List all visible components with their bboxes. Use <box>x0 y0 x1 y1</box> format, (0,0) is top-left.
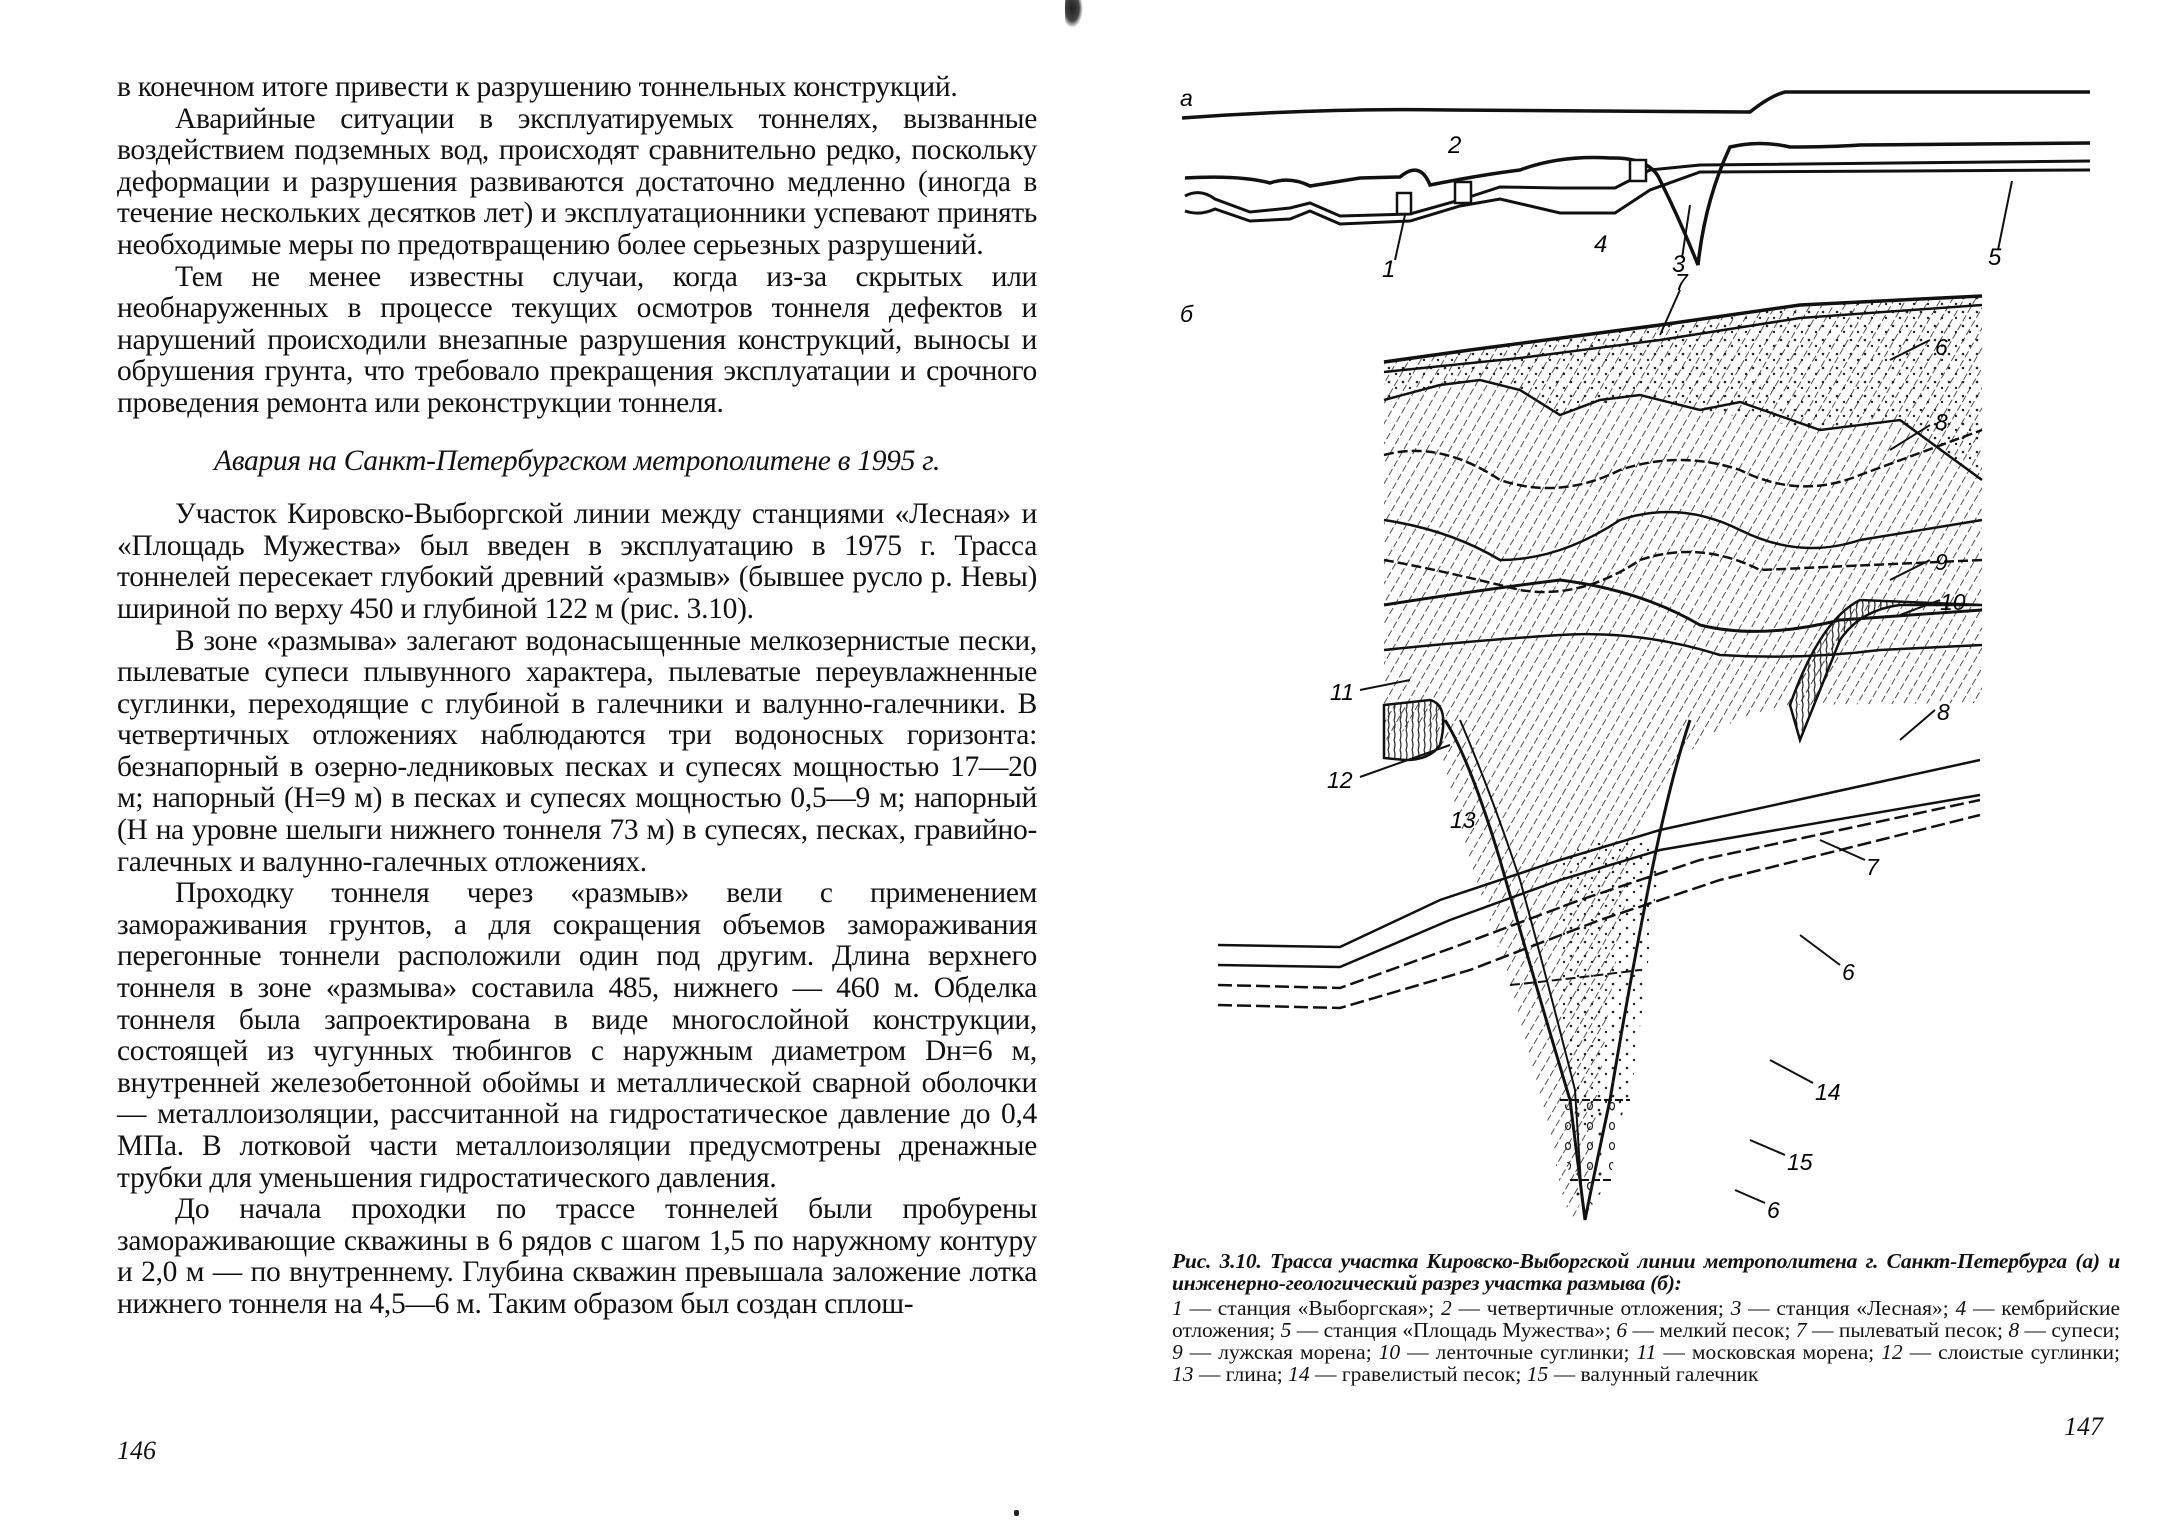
callout-b-11: 11 <box>1330 679 1354 705</box>
callout-b-6-mid: 6 <box>1842 959 1855 985</box>
legend-item <box>1172 1362 1288 1386</box>
page-number-left: 146 <box>117 1436 156 1465</box>
legend-item <box>1288 1362 1527 1386</box>
legend-number: 11 <box>1636 1340 1657 1364</box>
callout-b-10: 10 <box>1940 589 1966 615</box>
legend-item <box>1441 1296 1731 1320</box>
callout-5: 5 <box>1988 244 2002 271</box>
panel-b-section <box>1180 269 1982 1223</box>
legend-number: 2 <box>1441 1296 1452 1320</box>
legend-text: — слоистые суглинки; <box>1902 1340 2120 1364</box>
callout-b-14: 14 <box>1815 1079 1841 1105</box>
legend-text: — мелкий песок; <box>1627 1318 1796 1342</box>
legend-text: — глина; <box>1193 1362 1289 1386</box>
callout-4: 4 <box>1594 231 1608 258</box>
legend-number: 6 <box>1616 1318 1628 1342</box>
legend-item <box>1796 1318 2009 1342</box>
callout-b-15: 15 <box>1787 1149 1813 1175</box>
legend-text: — московская морена; <box>1656 1340 1882 1364</box>
page-number-right: 147 <box>2064 1412 2103 1441</box>
legend-text: — станция «Лесная»; <box>1741 1296 1956 1320</box>
paragraph: Тем не менее известны случаи, когда из-за скрытых или необнаруженных в процессе текущих осмотров тоннеля дефектов и нарушений происходили внезапные разрушения конструкций, выносы и обрушения грунта, что требовало прекращения эксплуатации и срочного проведения ремонта или реконструкции тоннеля. <box>117 260 1037 419</box>
legend-item <box>1881 1340 2120 1364</box>
callout-3: 3 <box>1672 251 1686 278</box>
paragraph: в конечном итоге привести к разрушению тоннельных конструкций. <box>117 71 958 103</box>
legend-number: 1 <box>1172 1296 1183 1320</box>
legend-item <box>1731 1296 1956 1320</box>
legend-text: — станция «Площадь Мужества»; <box>1291 1318 1617 1342</box>
callout-1: 1 <box>1382 256 1396 283</box>
legend-text: — ленточные суглинки; <box>1400 1340 1637 1364</box>
legend-text: — кембрийские отложения; <box>1172 1296 2121 1342</box>
callout-b-8-top: 8 <box>1935 409 1948 435</box>
legend-item <box>1281 1318 1617 1342</box>
legend-number: 8 <box>2008 1318 2020 1342</box>
legend-text: — гравелистый песок; <box>1309 1362 1527 1386</box>
legend-item <box>1172 1340 1379 1364</box>
section-subheading: Авария на Санкт-Петербургском метрополитене в 1995 г. <box>213 444 941 477</box>
callout-b-7-mid: 7 <box>1866 854 1879 880</box>
callout-b-8-mid: 8 <box>1937 699 1950 725</box>
panel-a-label: а <box>1180 85 1193 111</box>
legend-number: 15 <box>1526 1362 1549 1386</box>
legend-number: 14 <box>1288 1362 1310 1386</box>
caption-title: Рис. 3.10. Трасса участка Кировско-Выборгской линии метрополитена г. Санкт-Петербурга (а) и инженерно-геологический разрез участка размыва (б): <box>1172 1249 2120 1295</box>
paragraph: До начала проходки по трассе тоннелей были пробурены замораживающие скважины в 6 рядов с шагом 1,5 по наружному контуру и 2,0 м — по внутреннему. Глубина скважин превышала заложение лотка нижнего тоннеля на 4,5—6 м. Таким образом был создан сплош- <box>117 1193 1037 1320</box>
legend-text: — супеси; <box>2019 1318 2120 1342</box>
legend-item <box>1379 1340 1637 1364</box>
paragraph: Проходку тоннеля через «размыв» вели с применением замораживания грунтов, а для сокращения объемов замораживания перегонные тоннели расположили один под другим. Длина верхнего тоннеля в зоне «размыва» составила 485, нижнего — 460 м. Обделка тоннеля была запроектирована в виде многослойной конструкции, состоящей из чугунных тюбингов с наружным диаметром Dн=6 м, внутренней железобетонной обоймы и металлической сварной оболочки — металлоизоляции, рассчитанной на гидростатическое давление до 0,4 МПа. В лотковой части металлоизоляции предусмотрены дренажные трубки для уменьшения гидростатического давления. <box>117 877 1037 1194</box>
legend-text: — четвертичные отложения; <box>1451 1296 1731 1320</box>
paragraph: Аварийные ситуации в эксплуатируемых тоннелях, вызванные воздействием подземных вод, происходят сравнительно редко, поскольку деформации и разрушения развиваются достаточно медленно (иногда в течение нескольких десятков лет) и эксплуатационники успевают принять необходимые меры по предотвращению более серьезных разрушений. <box>117 102 1037 261</box>
legend-item <box>2008 1318 2120 1342</box>
legend-item <box>1527 1362 1759 1386</box>
callout-2: 2 <box>1448 132 1462 159</box>
legend-number: 10 <box>1378 1340 1401 1364</box>
legend-number: 4 <box>1955 1296 1967 1320</box>
callout-b-6-top: 6 <box>1935 334 1948 360</box>
panel-a-plan <box>1180 85 2090 283</box>
legend-number: 5 <box>1280 1318 1292 1342</box>
legend-number: 13 <box>1172 1362 1194 1386</box>
legend-item <box>1616 1318 1795 1342</box>
callout-b-12: 12 <box>1327 767 1353 793</box>
callout-b-9: 9 <box>1935 549 1948 575</box>
legend-number: 9 <box>1172 1340 1183 1364</box>
legend-number: 3 <box>1730 1296 1742 1320</box>
paragraph: В зоне «размыва» залегают водонасыщенные мелкозернистые пески, пылеватые супеси плывунного характера, пылеватые переувлажненные суглинки, переходящие с глубиной в галечники и валунно-галечники. В четвертичных отложениях наблюдаются три водоносных горизонта: безнапорный в озерно-ледниковых песках и супесях мощностью 17—20 м; напорный (H=9 м) в песках и супесях мощностью 0,5—9 м; напорный (H на уровне шелыги нижнего тоннеля 73 м) в супесях, песках, гравийно-галечных и валунно-галечных отложениях. <box>117 624 1037 878</box>
legend-text: — пылеватый песок; <box>1806 1318 2009 1342</box>
legend-text: — станция «Выборгская»; <box>1182 1296 1442 1320</box>
legend-text: — валунный галечник <box>1548 1362 1759 1386</box>
legend-number: 7 <box>1795 1318 1807 1342</box>
legend-number: 12 <box>1881 1340 1903 1364</box>
legend-text: — лужская морена; <box>1182 1340 1379 1364</box>
caption-legend <box>1172 1297 2120 1385</box>
legend-item <box>1636 1340 1881 1364</box>
callout-b-7-top: 7 <box>1675 269 1688 295</box>
figure-caption <box>1172 1250 2120 1385</box>
panel-b-label: б <box>1180 301 1193 327</box>
legend-item <box>1172 1296 1441 1320</box>
paragraph: Участок Кировско-Выборгской линии между станциями «Лесная» и «Площадь Мужества» был введен в эксплуатацию в 1975 г. Трасса тоннелей пересекает глубокий древний «размыв» (бывшее русло р. Невы) шириной по верху 450 и глубиной 122 м (рис. 3.10). <box>117 498 1037 625</box>
callout-b-6-bottom: 6 <box>1767 1197 1780 1223</box>
callout-b-13: 13 <box>1450 807 1476 833</box>
